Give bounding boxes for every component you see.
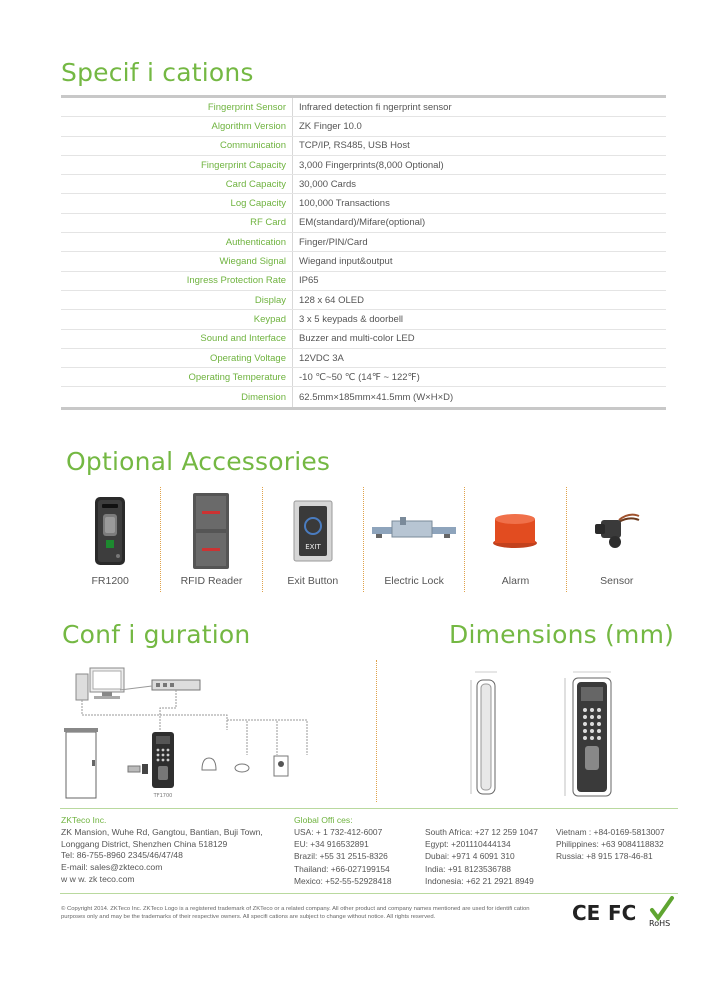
spec-label: Ingress Protection Rate bbox=[61, 272, 293, 290]
footer-divider bbox=[60, 808, 678, 809]
spec-label: Log Capacity bbox=[61, 194, 293, 212]
computer-icon bbox=[76, 668, 124, 700]
spec-label: Display bbox=[61, 291, 293, 309]
spec-row bbox=[61, 98, 666, 117]
spec-row bbox=[61, 137, 666, 156]
accessory-label: Alarm bbox=[501, 575, 530, 587]
spec-row bbox=[61, 368, 666, 387]
spec-row bbox=[61, 252, 666, 271]
office-entry: Dubai: +971 4 6091 310 bbox=[425, 851, 515, 862]
ce-mark-icon: CE bbox=[572, 901, 601, 925]
spec-value: 128 x 64 OLED bbox=[299, 294, 364, 306]
accessory-label: FR1200 bbox=[91, 575, 129, 587]
spec-row bbox=[61, 387, 666, 406]
spec-row bbox=[61, 291, 666, 310]
spec-value: 30,000 Cards bbox=[299, 178, 357, 190]
network-switch-icon bbox=[152, 680, 200, 690]
copyright-notice: © Copyright 2014. ZKTeco Inc. ZKTeco Logo is a registered trademark of ZKTeco or a related company. All other product and company names mentioned are used for identifi cation purposes only and may be the trademarks of their respective owners. All specifi cations are subject to change without notice. All rights reserved. bbox=[61, 906, 530, 920]
rfid-reader-icon bbox=[161, 495, 261, 567]
office-entry: Egypt: +201110444134 bbox=[425, 839, 511, 850]
company-address-line: ZK Mansion, Wuhe Rd, Gangtou, Bantian, Buji Town, bbox=[61, 826, 263, 837]
company-phone: Tel: 86-755-8960 2345/46/47/48 bbox=[61, 850, 183, 861]
certification-logos bbox=[572, 896, 682, 928]
spec-label: Operating Temperature bbox=[61, 368, 293, 386]
configuration-title: Conf i guration bbox=[62, 620, 251, 649]
section-divider bbox=[376, 660, 377, 802]
accessory-item bbox=[160, 487, 261, 592]
global-offices-title: Global Offi ces: bbox=[294, 815, 353, 825]
door-icon bbox=[64, 728, 98, 798]
spec-value: Wiegand input&output bbox=[299, 256, 393, 268]
company-info bbox=[61, 815, 263, 886]
spec-row bbox=[61, 272, 666, 291]
company-address-line: Longgang District, Shenzhen China 518129 bbox=[61, 838, 228, 849]
alarm-icon bbox=[465, 495, 565, 567]
accessory-item bbox=[464, 487, 565, 592]
sensor-icon bbox=[567, 495, 667, 567]
accessory-label: Electric Lock bbox=[384, 575, 444, 587]
svg-text:EXIT: EXIT bbox=[305, 543, 321, 551]
fc-mark-icon: FC bbox=[608, 901, 637, 925]
company-name: ZKTeco Inc. bbox=[61, 815, 107, 825]
spec-value: Finger/PIN/Card bbox=[299, 236, 368, 248]
office-entry: Brazil: +55 31 2515-8326 bbox=[294, 851, 388, 862]
spec-value: 100,000 Transactions bbox=[299, 198, 390, 210]
footer-divider bbox=[60, 893, 678, 894]
spec-label: Authentication bbox=[61, 233, 293, 251]
spec-value: Buzzer and multi-color LED bbox=[299, 333, 415, 345]
spec-row bbox=[61, 330, 666, 349]
office-entry: Mexico: +52-55-52928418 bbox=[294, 875, 392, 886]
spec-row bbox=[61, 214, 666, 233]
accessory-item bbox=[262, 487, 363, 592]
accessory-item bbox=[60, 487, 160, 592]
spec-label: Fingerprint Sensor bbox=[61, 98, 293, 116]
specifications-title: Specif i cations bbox=[61, 58, 254, 87]
dimensions-title: Dimensions (mm) bbox=[449, 620, 675, 649]
office-entry: EU: +34 916532891 bbox=[294, 839, 369, 850]
electric-lock-icon bbox=[364, 495, 464, 567]
rohs-check-icon bbox=[652, 898, 672, 918]
spec-label: Dimension bbox=[61, 387, 293, 406]
dimensions-diagram bbox=[445, 662, 675, 802]
office-entry: India: +91 8123536788 bbox=[425, 863, 511, 874]
spec-label: Fingerprint Capacity bbox=[61, 156, 293, 174]
exit-button-icon bbox=[263, 495, 363, 567]
spec-value: 62.5mm×185mm×41.5mm (W×H×D) bbox=[299, 391, 454, 403]
spec-row bbox=[61, 310, 666, 329]
accessory-item bbox=[566, 487, 667, 592]
config-device-label: TF1700 bbox=[153, 793, 173, 799]
office-entry: South Africa: +27 12 259 1047 bbox=[425, 827, 538, 837]
company-email: E-mail: sales@zkteco.com bbox=[61, 862, 163, 873]
spec-label: Operating Voltage bbox=[61, 349, 293, 367]
office-entry: USA: + 1 732-412-6007 bbox=[294, 827, 383, 837]
spec-label: Keypad bbox=[61, 310, 293, 328]
accessories-title: Optional Accessories bbox=[66, 447, 331, 476]
spec-value: 3 x 5 keypads & doorbell bbox=[299, 313, 404, 325]
rohs-label: RoHS bbox=[649, 919, 671, 928]
offices-column bbox=[425, 826, 538, 887]
office-entry: Thailand: +66-027199154 bbox=[294, 863, 390, 874]
accessories-row bbox=[60, 487, 667, 592]
spec-label: RF Card bbox=[61, 214, 293, 232]
accessory-label: Sensor bbox=[600, 575, 634, 587]
spec-row bbox=[61, 194, 666, 213]
accessory-item bbox=[363, 487, 464, 592]
office-entry: Russia: +8 915 178-46-81 bbox=[556, 851, 653, 862]
spec-value: TCP/IP, RS485, USB Host bbox=[299, 140, 410, 152]
spec-label: Communication bbox=[61, 137, 293, 155]
fingerprint-reader-icon bbox=[60, 495, 160, 567]
spec-label: Card Capacity bbox=[61, 175, 293, 193]
spec-label: Wiegand Signal bbox=[61, 252, 293, 270]
office-entry: Indonesia: +62 21 2921 8949 bbox=[425, 875, 534, 886]
specifications-table bbox=[61, 95, 666, 410]
spec-value: ZK Finger 10.0 bbox=[299, 120, 362, 132]
spec-value: IP65 bbox=[299, 275, 319, 287]
spec-value: -10 ℃~50 ℃ (14℉ ~ 122℉) bbox=[299, 371, 420, 383]
configuration-diagram bbox=[62, 660, 372, 800]
spec-row bbox=[61, 233, 666, 252]
accessory-label: RFID Reader bbox=[180, 575, 243, 587]
spec-row bbox=[61, 117, 666, 136]
spec-value: Infrared detection fi ngerprint sensor bbox=[299, 101, 452, 113]
accessory-label: Exit Button bbox=[287, 575, 339, 587]
company-website: w w w. zk teco.com bbox=[61, 873, 135, 884]
office-entry: Philippines: +63 9084118832 bbox=[556, 839, 664, 850]
spec-value: 3,000 Fingerprints(8,000 Optional) bbox=[299, 159, 444, 171]
spec-label: Sound and Interface bbox=[61, 330, 293, 348]
spec-value: EM(standard)/Mifare(optional) bbox=[299, 217, 426, 229]
spec-row bbox=[61, 156, 666, 175]
spec-row bbox=[61, 349, 666, 368]
access-terminal-icon bbox=[152, 732, 174, 788]
offices-column bbox=[294, 826, 392, 887]
spec-label: Algorithm Version bbox=[61, 117, 293, 135]
spec-value: 12VDC 3A bbox=[299, 352, 344, 364]
spec-row bbox=[61, 175, 666, 194]
offices-column bbox=[556, 826, 665, 863]
office-entry: Vietnam : +84-0169-5813007 bbox=[556, 827, 665, 837]
